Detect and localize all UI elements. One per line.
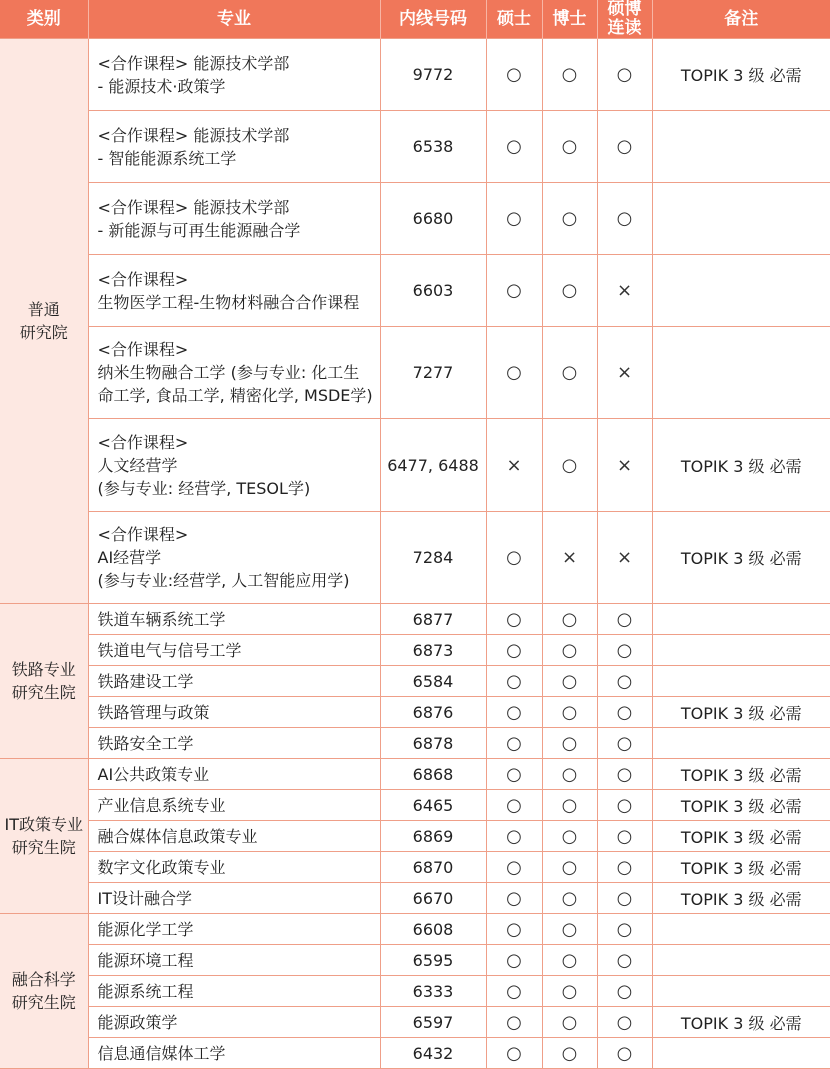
extension-cell: 6432 xyxy=(380,1038,486,1069)
note-cell xyxy=(652,1038,830,1069)
note-cell xyxy=(652,255,830,327)
phd-cell: ○ xyxy=(542,945,597,976)
table-row xyxy=(0,945,830,976)
extension-cell: 6680 xyxy=(380,183,486,255)
phd-cell: ○ xyxy=(542,852,597,883)
major-cell: <合作课程> 能源技术学部 - 新能源与可再生能源融合学 xyxy=(88,183,380,255)
header-phd: 博士 xyxy=(542,0,597,39)
table-row xyxy=(0,39,830,111)
integrated-cell: ○ xyxy=(597,728,652,759)
major-cell: 能源系统工程 xyxy=(88,976,380,1007)
category-cell xyxy=(0,604,88,759)
integrated-cell: ○ xyxy=(597,183,652,255)
integrated-cell: ○ xyxy=(597,666,652,697)
category-label-line: 研究生院 xyxy=(11,993,76,1012)
master-cell: ○ xyxy=(486,39,542,111)
table-row xyxy=(0,883,830,914)
integrated-cell: × xyxy=(597,327,652,419)
major-cell: 融合媒体信息政策专业 xyxy=(88,821,380,852)
phd-cell: ○ xyxy=(542,914,597,945)
table-row xyxy=(0,604,830,635)
phd-cell: ○ xyxy=(542,821,597,852)
note-cell xyxy=(652,635,830,666)
note-cell xyxy=(652,945,830,976)
extension-cell: 7284 xyxy=(380,512,486,604)
extension-cell: 6876 xyxy=(380,697,486,728)
integrated-cell: ○ xyxy=(597,914,652,945)
header-master: 硕士 xyxy=(486,0,542,39)
note-cell: TOPIK 3 级 必需 xyxy=(652,883,830,914)
major-cell: <合作课程> 能源技术学部 - 能源技术·政策学 xyxy=(88,39,380,111)
phd-cell: ○ xyxy=(542,728,597,759)
extension-cell: 6333 xyxy=(380,976,486,1007)
table-row xyxy=(0,183,830,255)
extension-cell: 6608 xyxy=(380,914,486,945)
header-integrated xyxy=(597,0,652,39)
master-cell: ○ xyxy=(486,821,542,852)
header-note: 备注 xyxy=(652,0,830,39)
table-row xyxy=(0,1007,830,1038)
integrated-cell: ○ xyxy=(597,1038,652,1069)
category-label-line: 研究院 xyxy=(19,323,68,342)
phd-cell: ○ xyxy=(542,976,597,1007)
major-cell: 铁道车辆系统工学 xyxy=(88,604,380,635)
phd-cell: ○ xyxy=(542,1038,597,1069)
note-cell xyxy=(652,914,830,945)
table-row xyxy=(0,512,830,604)
major-cell: 数字文化政策专业 xyxy=(88,852,380,883)
note-cell xyxy=(652,327,830,419)
phd-cell: ○ xyxy=(542,419,597,512)
note-cell: TOPIK 3 级 必需 xyxy=(652,759,830,790)
note-cell: TOPIK 3 级 必需 xyxy=(652,852,830,883)
extension-cell: 6595 xyxy=(380,945,486,976)
phd-cell: ○ xyxy=(542,635,597,666)
phd-cell: ○ xyxy=(542,697,597,728)
major-cell: 铁路管理与政策 xyxy=(88,697,380,728)
master-cell: ○ xyxy=(486,512,542,604)
major-cell: 信息通信媒体工学 xyxy=(88,1038,380,1069)
extension-cell: 6878 xyxy=(380,728,486,759)
category-cell xyxy=(0,39,88,604)
category-cell xyxy=(0,914,88,1069)
master-cell: × xyxy=(486,419,542,512)
table-row xyxy=(0,697,830,728)
category-label-line: 铁路专业 xyxy=(11,660,76,679)
master-cell: ○ xyxy=(486,976,542,1007)
table-row xyxy=(0,111,830,183)
phd-cell: ○ xyxy=(542,666,597,697)
phd-cell: ○ xyxy=(542,1007,597,1038)
phd-cell: ○ xyxy=(542,183,597,255)
note-cell: TOPIK 3 级 必需 xyxy=(652,1007,830,1038)
master-cell: ○ xyxy=(486,635,542,666)
note-cell xyxy=(652,111,830,183)
header-major: 专业 xyxy=(88,0,380,39)
table-row xyxy=(0,976,830,1007)
master-cell: ○ xyxy=(486,1007,542,1038)
integrated-cell: ○ xyxy=(597,852,652,883)
integrated-cell: ○ xyxy=(597,1007,652,1038)
note-cell: TOPIK 3 级 必需 xyxy=(652,790,830,821)
major-cell: 铁道电气与信号工学 xyxy=(88,635,380,666)
extension-cell: 6465 xyxy=(380,790,486,821)
phd-cell: ○ xyxy=(542,111,597,183)
major-cell: <合作课程> AI经营学 (参与专业:经营学, 人工智能应用学) xyxy=(88,512,380,604)
integrated-cell: ○ xyxy=(597,111,652,183)
major-cell: 铁路建设工学 xyxy=(88,666,380,697)
major-cell: <合作课程> 生物医学工程-生物材料融合合作课程 xyxy=(88,255,380,327)
phd-cell: ○ xyxy=(542,255,597,327)
note-cell xyxy=(652,604,830,635)
table-row xyxy=(0,419,830,512)
category-label-line: IT政策专业 xyxy=(4,815,83,834)
major-cell: AI公共政策专业 xyxy=(88,759,380,790)
category-label-line: 研究生院 xyxy=(11,683,76,702)
note-cell: TOPIK 3 级 必需 xyxy=(652,697,830,728)
extension-cell: 6868 xyxy=(380,759,486,790)
master-cell: ○ xyxy=(486,945,542,976)
major-cell: 产业信息系统专业 xyxy=(88,790,380,821)
extension-cell: 6538 xyxy=(380,111,486,183)
major-cell: 能源政策学 xyxy=(88,1007,380,1038)
integrated-cell: ○ xyxy=(597,759,652,790)
extension-cell: 9772 xyxy=(380,39,486,111)
major-cell: IT设计融合学 xyxy=(88,883,380,914)
extension-cell: 6873 xyxy=(380,635,486,666)
category-label-line: 融合科学 xyxy=(11,970,76,989)
category-label-line: 普通 xyxy=(27,300,60,319)
master-cell: ○ xyxy=(486,852,542,883)
table-header xyxy=(0,0,830,39)
extension-cell: 6477, 6488 xyxy=(380,419,486,512)
extension-cell: 6877 xyxy=(380,604,486,635)
master-cell: ○ xyxy=(486,697,542,728)
major-cell: 能源化学工学 xyxy=(88,914,380,945)
phd-cell: ○ xyxy=(542,327,597,419)
table-row xyxy=(0,852,830,883)
note-cell: TOPIK 3 级 必需 xyxy=(652,419,830,512)
master-cell: ○ xyxy=(486,666,542,697)
master-cell: ○ xyxy=(486,255,542,327)
note-cell: TOPIK 3 级 必需 xyxy=(652,821,830,852)
phd-cell: ○ xyxy=(542,883,597,914)
major-cell: 铁路安全工学 xyxy=(88,728,380,759)
table-row xyxy=(0,255,830,327)
header-extension: 内线号码 xyxy=(380,0,486,39)
table-row xyxy=(0,759,830,790)
integrated-cell: ○ xyxy=(597,39,652,111)
master-cell: ○ xyxy=(486,883,542,914)
extension-cell: 6870 xyxy=(380,852,486,883)
master-cell: ○ xyxy=(486,790,542,821)
extension-cell: 6584 xyxy=(380,666,486,697)
master-cell: ○ xyxy=(486,1038,542,1069)
major-cell: <合作课程> 能源技术学部 - 智能能源系统工学 xyxy=(88,111,380,183)
note-cell xyxy=(652,666,830,697)
phd-cell: ○ xyxy=(542,790,597,821)
major-cell: <合作课程> 人文经营学 (参与专业: 经营学, TESOL学) xyxy=(88,419,380,512)
note-cell xyxy=(652,728,830,759)
table-row xyxy=(0,1038,830,1069)
header-category: 类别 xyxy=(0,0,88,39)
master-cell: ○ xyxy=(486,111,542,183)
master-cell: ○ xyxy=(486,604,542,635)
integrated-cell: × xyxy=(597,419,652,512)
phd-cell: × xyxy=(542,512,597,604)
extension-cell: 6670 xyxy=(380,883,486,914)
header-integrated-label: 硕博连读 xyxy=(607,0,642,38)
category-cell xyxy=(0,759,88,914)
master-cell: ○ xyxy=(486,914,542,945)
integrated-cell: × xyxy=(597,255,652,327)
integrated-cell: ○ xyxy=(597,821,652,852)
note-cell xyxy=(652,976,830,1007)
phd-cell: ○ xyxy=(542,39,597,111)
table-row xyxy=(0,914,830,945)
major-cell: <合作课程> 纳米生物融合工学 (参与专业: 化工生 命工学, 食品工学, 精密化学, MSDE学) xyxy=(88,327,380,419)
integrated-cell: ○ xyxy=(597,604,652,635)
note-cell: TOPIK 3 级 必需 xyxy=(652,39,830,111)
table-row xyxy=(0,728,830,759)
table-row xyxy=(0,666,830,697)
extension-cell: 6869 xyxy=(380,821,486,852)
extension-cell: 7277 xyxy=(380,327,486,419)
integrated-cell: ○ xyxy=(597,635,652,666)
phd-cell: ○ xyxy=(542,759,597,790)
master-cell: ○ xyxy=(486,327,542,419)
extension-cell: 6597 xyxy=(380,1007,486,1038)
master-cell: ○ xyxy=(486,759,542,790)
integrated-cell: ○ xyxy=(597,790,652,821)
integrated-cell: × xyxy=(597,512,652,604)
integrated-cell: ○ xyxy=(597,697,652,728)
integrated-cell: ○ xyxy=(597,883,652,914)
integrated-cell: ○ xyxy=(597,945,652,976)
table-body xyxy=(0,39,830,1069)
category-label-line: 研究生院 xyxy=(11,838,76,857)
master-cell: ○ xyxy=(486,183,542,255)
note-cell: TOPIK 3 级 必需 xyxy=(652,512,830,604)
table-row xyxy=(0,635,830,666)
phd-cell: ○ xyxy=(542,604,597,635)
table-row xyxy=(0,790,830,821)
major-cell: 能源环境工程 xyxy=(88,945,380,976)
note-cell xyxy=(652,183,830,255)
master-cell: ○ xyxy=(486,728,542,759)
table-row xyxy=(0,327,830,419)
table-row xyxy=(0,821,830,852)
extension-cell: 6603 xyxy=(380,255,486,327)
integrated-cell: ○ xyxy=(597,976,652,1007)
